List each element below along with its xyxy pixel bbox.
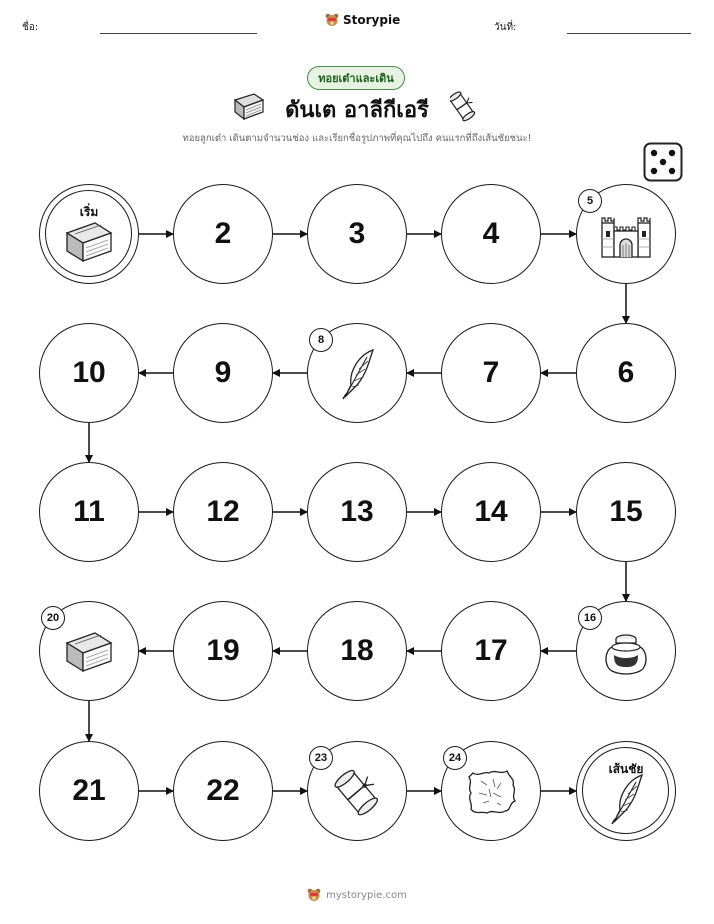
board-cell-6[interactable] <box>576 323 676 423</box>
cell-number: 9 <box>214 356 232 389</box>
board-cell-15[interactable] <box>576 462 676 562</box>
cell-number: 3 <box>348 217 366 250</box>
cell-number: 6 <box>617 356 635 389</box>
start-cell[interactable] <box>39 184 139 284</box>
board-cell-14[interactable] <box>441 462 541 562</box>
cell-number: 14 <box>474 495 508 528</box>
board-cell-17[interactable] <box>441 601 541 701</box>
date-label: วันที่: <box>494 22 517 33</box>
cell-number-badge: 16 <box>578 606 602 630</box>
board-cell-18[interactable] <box>307 601 407 701</box>
board-cell-13[interactable] <box>307 462 407 562</box>
cell-number-badge: 23 <box>309 746 333 770</box>
cell-number-badge: 8 <box>309 328 333 352</box>
page-title: ดันเต อาลีกีเอรี <box>285 98 429 123</box>
cell-number: 7 <box>482 356 500 389</box>
footer <box>0 888 714 902</box>
cell-number: 15 <box>609 495 643 528</box>
board-cell-3[interactable] <box>307 184 407 284</box>
board-cell-19[interactable] <box>173 601 273 701</box>
cell-number: 4 <box>482 217 500 250</box>
cell-number: 2 <box>214 217 232 250</box>
cell-number-badge: 5 <box>578 189 602 213</box>
quill-icon <box>337 347 377 405</box>
book-icon <box>63 629 115 679</box>
board-cell-12[interactable] <box>173 462 273 562</box>
board-cell-11[interactable] <box>39 462 139 562</box>
game-type-badge: ทอยเต๋าและเดิน <box>307 66 405 90</box>
instructions: ทอยลูกเต๋า เดินตามจำนวนช่อง และเรียกชื่อรูปภาพที่คุณไปถึง คนแรกที่ถึงเส้นชัยชนะ! <box>182 133 532 144</box>
bear-logo-icon <box>307 888 321 902</box>
parchment-icon <box>463 767 519 821</box>
finish-label: เส้นชัย <box>608 762 644 776</box>
finish-cell[interactable] <box>576 741 676 841</box>
cell-number: 12 <box>206 495 240 528</box>
board-cell-4[interactable] <box>441 184 541 284</box>
cell-number: 13 <box>340 495 374 528</box>
start-label: เริ่ม <box>79 205 99 219</box>
cell-number: 11 <box>73 495 105 528</box>
castle-icon <box>598 209 654 265</box>
board-cell-21[interactable] <box>39 741 139 841</box>
cell-number: 21 <box>72 774 106 807</box>
board-cell-2[interactable] <box>173 184 273 284</box>
cell-number-badge: 24 <box>443 746 467 770</box>
board-cell-9[interactable] <box>173 323 273 423</box>
brand-name: Storypie <box>343 13 401 27</box>
cell-number: 22 <box>206 774 240 807</box>
cell-number: 17 <box>474 634 508 667</box>
ink-pot-icon <box>602 629 650 679</box>
name-label: ชื่อ: <box>22 22 39 33</box>
footer-site[interactable]: mystorypie.com <box>326 889 407 901</box>
board-cell-22[interactable] <box>173 741 273 841</box>
cell-number: 19 <box>206 634 240 667</box>
cell-number-badge: 20 <box>41 606 65 630</box>
cell-number: 10 <box>72 356 106 389</box>
board-cell-7[interactable] <box>441 323 541 423</box>
scroll-icon <box>331 766 383 822</box>
board-cell-10[interactable] <box>39 323 139 423</box>
cell-number: 18 <box>340 634 374 667</box>
